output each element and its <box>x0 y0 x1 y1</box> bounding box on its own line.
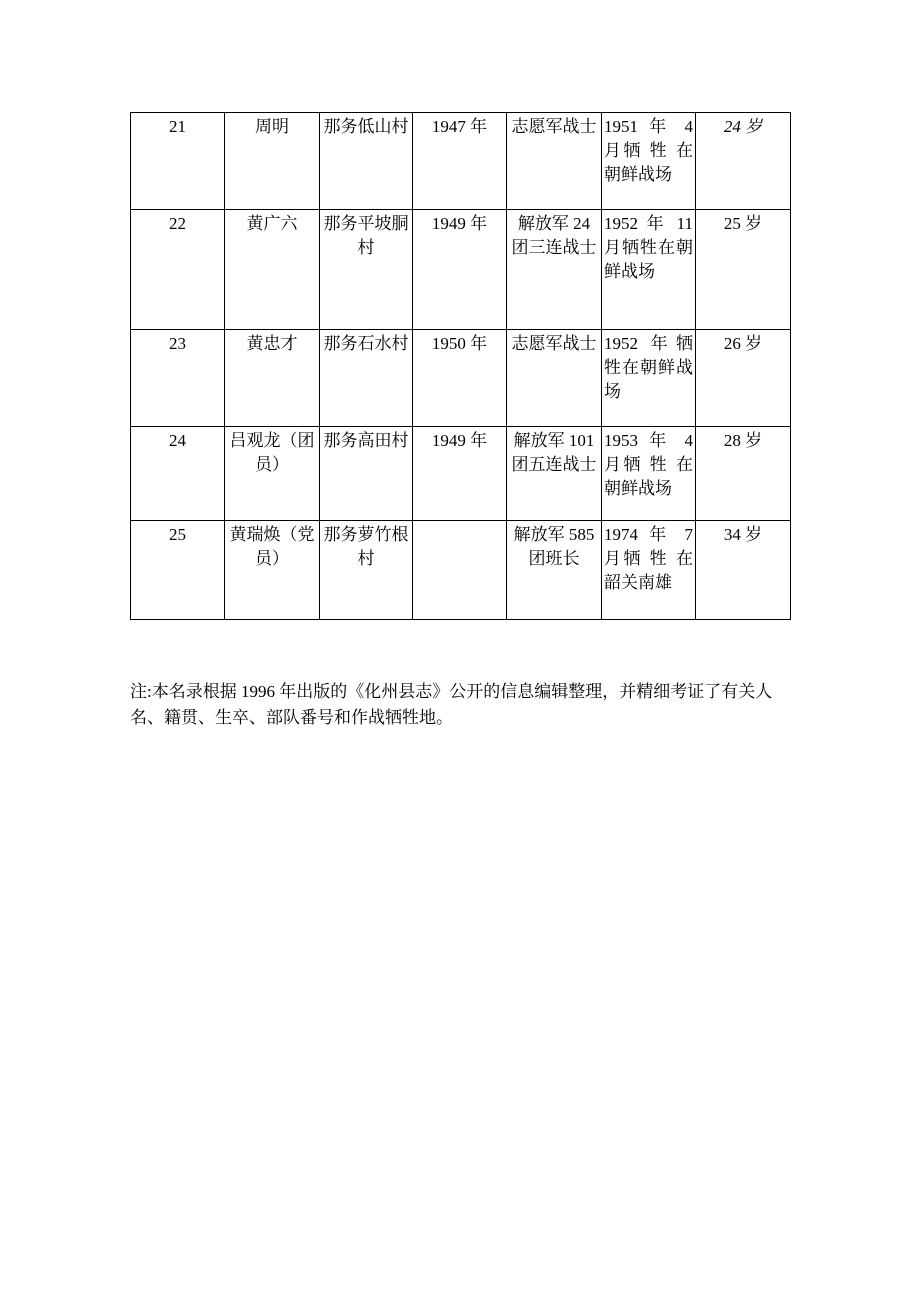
cell-death-info: 1974 年 7 月牺 牲 在 韶关南雄 <box>602 521 696 620</box>
cell-village: 那务低山村 <box>320 113 413 210</box>
table-row <box>131 521 791 620</box>
cell-name: 黄忠才 <box>225 330 320 427</box>
cell-enlist-year: 1950 年 <box>413 330 507 427</box>
age-text: 24 岁 <box>723 117 763 136</box>
cell-age: 34 岁 <box>696 521 791 620</box>
cell-unit: 解放军 101 团五连战士 <box>507 427 602 521</box>
cell-enlist-year: 1947 年 <box>413 113 507 210</box>
cell-enlist-year: 1949 年 <box>413 210 507 330</box>
cell-village: 那务高田村 <box>320 427 413 521</box>
cell-number: 21 <box>131 113 225 210</box>
cell-number: 23 <box>131 330 225 427</box>
cell-enlist-year <box>413 521 507 620</box>
cell-death-info: 1952 年牺牲在朝鲜战场 <box>602 330 696 427</box>
cell-unit: 解放军 24 团三连战士 <box>507 210 602 330</box>
cell-age: 28 岁 <box>696 427 791 521</box>
cell-village: 那务萝竹根村 <box>320 521 413 620</box>
cell-number: 24 <box>131 427 225 521</box>
cell-unit: 志愿军战士 <box>507 330 602 427</box>
cell-village: 那务石水村 <box>320 330 413 427</box>
cell-number: 22 <box>131 210 225 330</box>
cell-death-info: 1952 年 11 月牺牲在朝鲜战场 <box>602 210 696 330</box>
cell-unit: 解放军 585 团班长 <box>507 521 602 620</box>
cell-number: 25 <box>131 521 225 620</box>
cell-unit: 志愿军战士 <box>507 113 602 210</box>
table-row <box>131 330 791 427</box>
table-row <box>131 427 791 521</box>
cell-age: 25 岁 <box>696 210 791 330</box>
cell-age: 26 岁 <box>696 330 791 427</box>
martyrs-roster-table <box>130 112 791 620</box>
footnote: 注:本名录根据 1996 年出版的《化州县志》公开的信息编辑整理，并精细考证了有关人名、籍贯、生卒、部队番号和作战牺牲地。 <box>130 682 773 727</box>
table-row <box>131 113 791 210</box>
cell-name: 黄广六 <box>225 210 320 330</box>
cell-enlist-year: 1949 年 <box>413 427 507 521</box>
cell-village: 那务平坡胴村 <box>320 210 413 330</box>
cell-death-info: 1953 年 4 月牺 牲 在 朝鲜战场 <box>602 427 696 521</box>
cell-age <box>696 113 791 210</box>
cell-death-info: 1951 年 4 月牺 牲 在 朝鲜战场 <box>602 113 696 210</box>
cell-name: 周明 <box>225 113 320 210</box>
table-row <box>131 210 791 330</box>
cell-name: 吕观龙（团员） <box>225 427 320 521</box>
cell-name: 黄瑞焕（党员） <box>225 521 320 620</box>
